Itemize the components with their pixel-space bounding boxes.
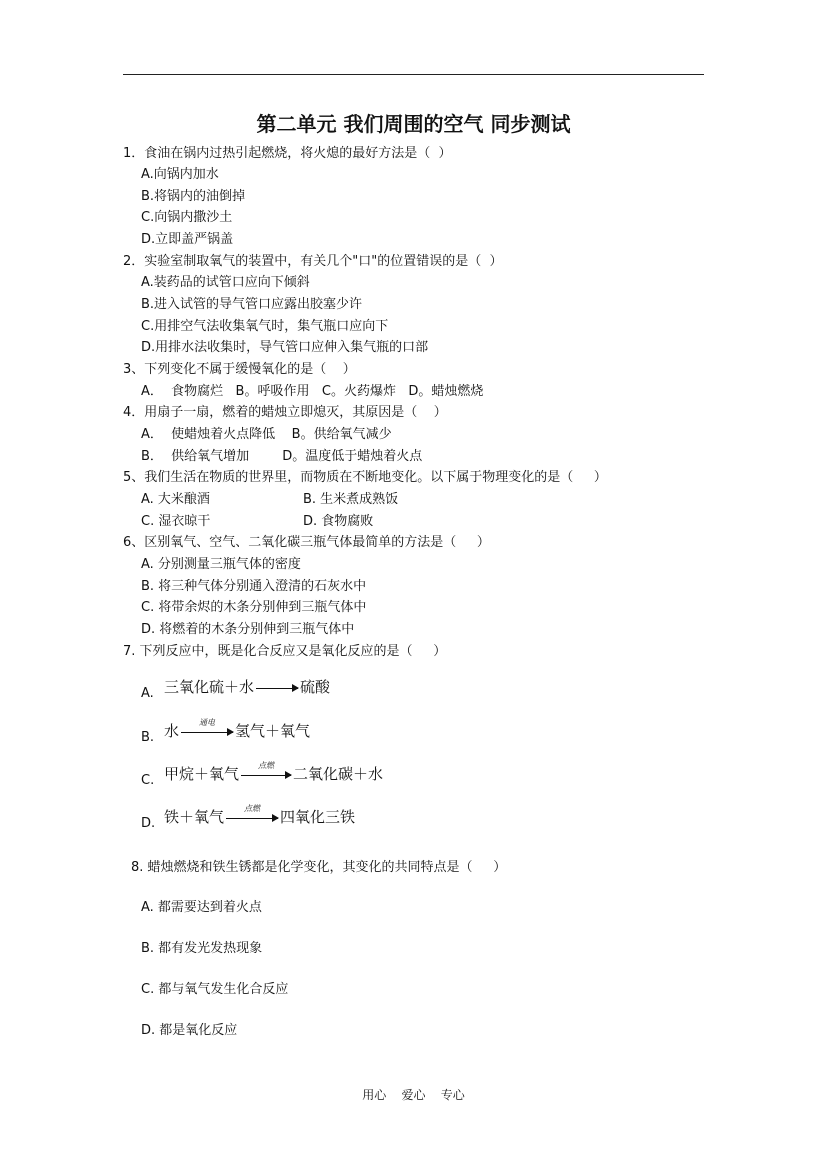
reaction-condition: 通电	[199, 717, 216, 727]
q6-option-d: D. 将燃着的木条分别伸到三瓶气体中	[141, 622, 355, 637]
q8-option-a: A. 都需要达到着火点	[141, 900, 262, 915]
q2-option-a: A.装药品的试管口应向下倾斜	[141, 275, 310, 290]
q7-equation-c	[164, 760, 384, 784]
q6-option-c: C. 将带余烬的木条分别伸到三瓶气体中	[141, 600, 367, 615]
q5-option-a: A. 大米酿酒	[141, 492, 210, 507]
reactants: 水	[164, 722, 180, 740]
q7-option-d-label: D.	[141, 816, 156, 831]
question-5: 5、我们生活在物质的世界里，而物质在不断地变化。以下属于物理变化的是（ ）	[123, 470, 607, 485]
q7-option-b-label: B.	[141, 730, 155, 745]
q1-option-a: A.向锅内加水	[141, 167, 219, 182]
q4-options-line2: B． 供给氧气增加 D。温度低于蜡烛着火点	[141, 449, 423, 464]
q5-option-d: D. 食物腐败	[303, 514, 374, 529]
q7-option-c-label: C.	[141, 773, 155, 788]
q8-option-b: B. 都有发光发热现象	[141, 941, 263, 956]
q8-option-c: C. 都与氧气发生化合反应	[141, 982, 289, 997]
q7-equation-d	[164, 803, 356, 827]
question-3: 3、下列变化不属于缓慢氧化的是（ ）	[123, 362, 356, 377]
header-rule	[123, 74, 704, 75]
reaction-condition: 点燃	[258, 760, 275, 770]
question-4: 4．用扇子一扇，燃着的蜡烛立即熄灭，其原因是（ ）	[123, 405, 447, 420]
q7-equation-a	[164, 676, 330, 697]
q5-option-b: B. 生米煮成熟饭	[303, 492, 399, 507]
question-2: 2．实验室制取氧气的装置中，有关几个"口"的位置错误的是（ ）	[123, 254, 503, 269]
reaction-arrow-icon	[226, 803, 278, 824]
question-7: 7. 下列反应中，既是化合反应又是氧化反应的是（ ）	[123, 644, 447, 659]
q3-options: A． 食物腐烂 B。呼吸作用 C。火药爆炸 D。蜡烛燃烧	[141, 384, 484, 399]
products: 硫酸	[300, 678, 331, 696]
reactants: 铁＋氧气	[164, 808, 225, 826]
q1-option-b: B.将锅内的油倒掉	[141, 189, 246, 204]
question-6: 6、区别氧气、空气、二氧化碳三瓶气体最简单的方法是（ ）	[123, 535, 490, 550]
q2-option-b: B.进入试管的导气管口应露出胶塞少许	[141, 297, 363, 312]
reaction-arrow-icon	[181, 717, 233, 738]
q5-option-c: C. 湿衣晾干	[141, 514, 211, 529]
q6-option-b: B. 将三种气体分别通入澄清的石灰水中	[141, 579, 367, 594]
q7-equation-b	[164, 717, 311, 741]
page-title: 第二单元 我们周围的空气 同步测试	[256, 112, 571, 136]
reaction-condition: 点燃	[244, 803, 261, 813]
reaction-arrow-icon	[256, 682, 298, 694]
page-footer: 用心 爱心 专心	[362, 1088, 465, 1102]
question-8: 8. 蜡烛燃烧和铁生锈都是化学变化，其变化的共同特点是（ ）	[131, 860, 507, 875]
question-1: 1．食油在锅内过热引起燃烧，将火熄的最好方法是（ ）	[123, 146, 452, 161]
products: 氢气＋氧气	[235, 722, 311, 740]
reaction-arrow-icon	[241, 760, 291, 781]
products: 四氧化三铁	[280, 808, 356, 826]
q1-option-c: C.向锅内撒沙土	[141, 210, 233, 225]
q1-option-d: D.立即盖严锅盖	[141, 232, 234, 247]
products: 二氧化碳＋水	[293, 765, 384, 783]
q6-option-a: A. 分别测量三瓶气体的密度	[141, 557, 301, 572]
reactants: 三氧化硫＋水	[164, 678, 255, 696]
q4-options-line1: A． 使蜡烛着火点降低 B。供给氧气减少	[141, 427, 392, 442]
q8-option-d: D. 都是氧化反应	[141, 1023, 238, 1038]
reactants: 甲烷＋氧气	[164, 765, 240, 783]
q7-option-a-label: A.	[141, 686, 154, 701]
q2-option-d: D.用排水法收集时，导气管口应伸入集气瓶的口部	[141, 340, 429, 355]
q2-option-c: C.用排空气法收集氧气时，集气瓶口应向下	[141, 319, 389, 334]
